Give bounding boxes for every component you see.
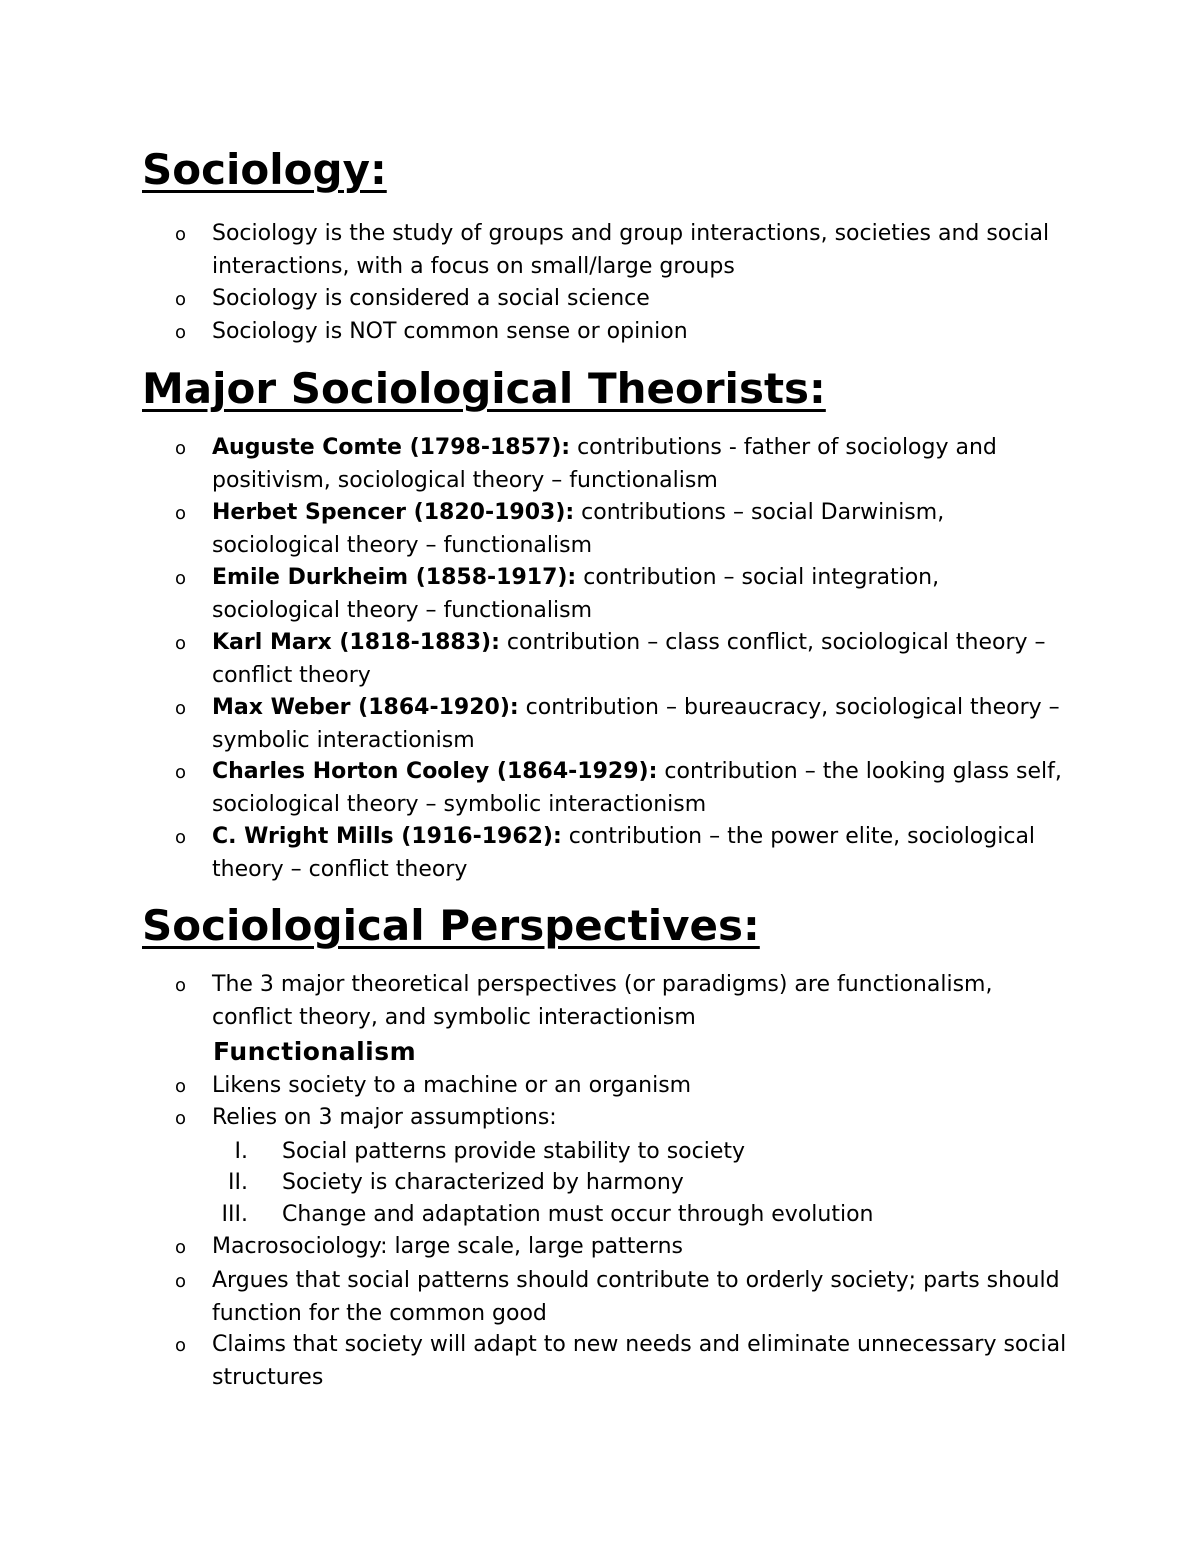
list-item [175, 1101, 1072, 1134]
bullet-icon: o [175, 698, 187, 719]
item-text: Macrosociology: large scale, large patterns [212, 1234, 683, 1259]
theorist-item [175, 496, 1072, 562]
bullet-icon: o [175, 1237, 187, 1258]
item-text: Relies on 3 major assumptions: [212, 1105, 557, 1130]
bullet-icon: o [175, 827, 187, 848]
list-item [175, 1328, 1072, 1394]
subheading-functionalism: Functionalism [213, 1037, 417, 1066]
theorist-desc: contribution – the power elite, sociological theory – conflict theory [212, 824, 1036, 882]
list-item [175, 1230, 1072, 1263]
item-text: Sociology is considered a social science [212, 286, 650, 311]
item-text: Claims that society will adapt to new needs and eliminate unnecessary social structures [212, 1332, 1067, 1390]
bullet-icon: o [175, 503, 187, 524]
theorist-item [175, 820, 1072, 886]
bullet-icon: o [175, 224, 187, 245]
roman-numeral: II. [228, 1170, 248, 1195]
list-item [175, 1264, 1072, 1330]
assumption-item [234, 1136, 1062, 1168]
list-item [175, 282, 1072, 315]
assumption-text: Society is characterized by harmony [282, 1170, 684, 1195]
bullet-icon: o [175, 975, 187, 996]
assumption-text: Change and adaptation must occur through evolution [282, 1202, 874, 1227]
item-text: Argues that social patterns should contribute to orderly society; parts should function for the common good [212, 1268, 1060, 1326]
roman-numeral: III. [221, 1202, 248, 1227]
theorist-name: Charles Horton Cooley (1864-1929): [212, 759, 658, 784]
theorist-name: Emile Durkheim (1858-1917): [212, 565, 577, 590]
bullet-icon: o [175, 289, 187, 310]
theorist-desc: contribution – the looking glass self, sociological theory – symbolic interactionism [212, 759, 1062, 817]
item-text: Sociology is the study of groups and group interactions, societies and social interactions, with a focus on small/large groups [212, 221, 1050, 279]
bullet-icon: o [175, 1108, 187, 1129]
theorist-item [175, 691, 1072, 757]
list-item [175, 968, 1072, 1034]
list-item [175, 217, 1072, 283]
heading-sociological-perspectives: Sociological Perspectives: [142, 901, 760, 950]
theorist-desc: contribution – social integration, sociological theory – functionalism [212, 565, 940, 623]
bullet-icon: o [175, 568, 187, 589]
theorist-desc: contribution – class conflict, sociological theory – conflict theory [212, 630, 1046, 688]
heading-major-theorists: Major Sociological Theorists: [142, 364, 826, 413]
list-item [175, 1069, 1072, 1102]
list-item [175, 315, 1072, 348]
theorist-name: Karl Marx (1818-1883): [212, 630, 500, 655]
roman-numeral: I. [234, 1139, 248, 1164]
heading-sociology: Sociology: [142, 145, 387, 194]
theorist-desc: contributions - father of sociology and positivism, sociological theory – functionalism [212, 435, 997, 493]
bullet-icon: o [175, 1335, 187, 1356]
item-text: The 3 major theoretical perspectives (or paradigms) are functionalism, conflict theory, and symbolic interactionism [212, 972, 993, 1030]
bullet-icon: o [175, 438, 187, 459]
theorist-item [175, 755, 1072, 821]
assumption-text: Social patterns provide stability to society [282, 1139, 746, 1164]
theorist-item [175, 626, 1072, 692]
assumption-item [221, 1199, 1062, 1231]
bullet-icon: o [175, 633, 187, 654]
theorist-desc: contributions – social Darwinism, sociological theory – functionalism [212, 500, 945, 558]
bullet-icon: o [175, 762, 187, 783]
theorist-name: Max Weber (1864-1920): [212, 695, 519, 720]
bullet-icon: o [175, 1271, 187, 1292]
item-text: Likens society to a machine or an organism [212, 1073, 692, 1098]
theorist-name: C. Wright Mills (1916-1962): [212, 824, 562, 849]
bullet-icon: o [175, 322, 187, 343]
theorist-name: Herbet Spencer (1820-1903): [212, 500, 575, 525]
bullet-icon: o [175, 1076, 187, 1097]
theorist-desc: contribution – bureaucracy, sociological theory – symbolic interactionism [212, 695, 1060, 753]
assumption-item [228, 1167, 1062, 1199]
theorist-name: Auguste Comte (1798-1857): [212, 435, 571, 460]
theorist-item [175, 431, 1072, 497]
item-text: Sociology is NOT common sense or opinion [212, 319, 688, 344]
theorist-item [175, 561, 1072, 627]
